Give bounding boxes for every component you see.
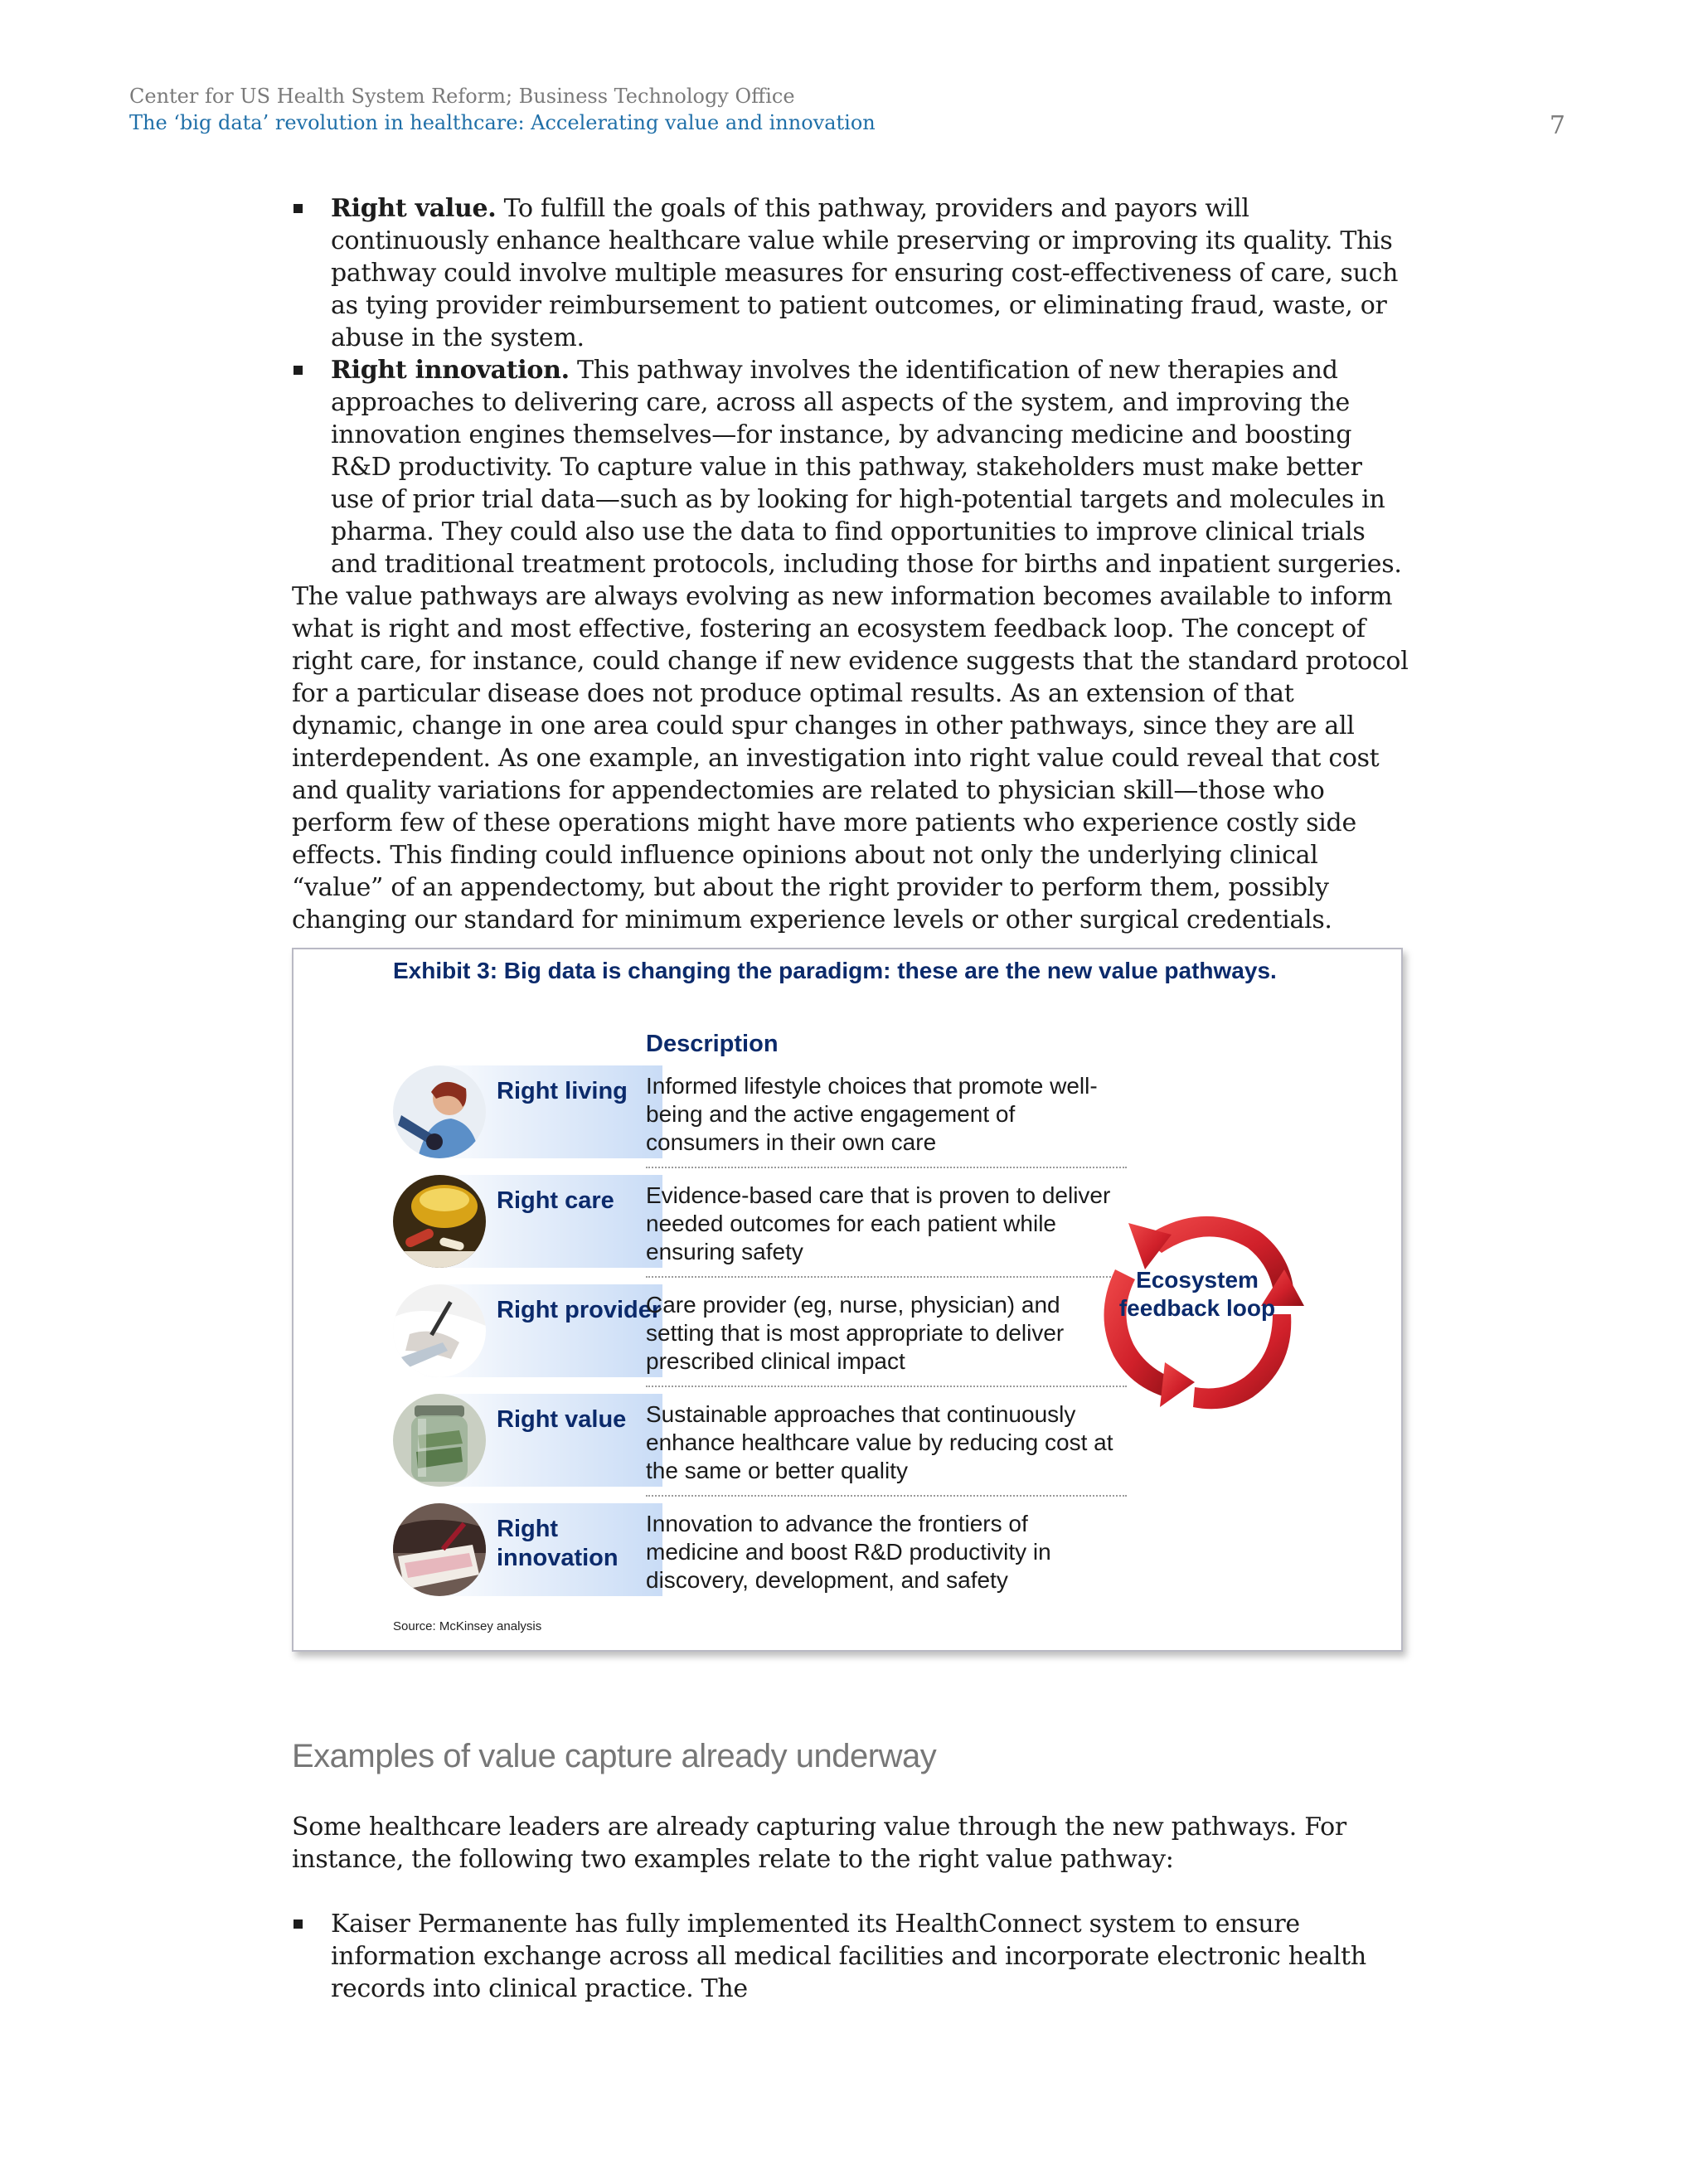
pathway-label: Right value [497,1406,627,1433]
pathway-description: Innovation to advance the frontiers of medicine and boost R&D productivity in discovery, development, and safety [646,1511,1051,1593]
pathway-description: Informed lifestyle choices that promote well-being and the active engagement of consumers in their own care [646,1073,1098,1155]
pathway-row-living [393,1065,1106,1161]
bullet-lead: Right innovation. [331,356,570,385]
pathway-label: Right provider [497,1297,662,1323]
bullet-lead: Right value. [331,194,497,223]
bullet-text: To fulfill the goals of this pathway, providers and payors will continuously enhance healthcare value while preserving or improving its quality. This pathway could involve multiple measures for ensuring cost-effectiveness of care, such as tying provider reimbursement to patient outcomes, or eliminating fraud, waste, or abuse in the system. [331,194,1399,352]
pathway-label: Right innovation [497,1516,619,1571]
body-paragraph: Some healthcare leaders are already capturing value through the new pathways. For instance, the following two examples relate to the right value pathway: [292,1813,1346,1874]
pathway-row-care [393,1175,1111,1270]
row-divider [646,1276,1127,1278]
bullet-right-innovation [292,354,1411,580]
lab-research-photo-icon [393,1503,486,1596]
exhibit-source: Source: McKinsey analysis [393,1619,542,1633]
pathway-row-provider [393,1284,1106,1380]
pathway-description: Sustainable approaches that continuously enhance healthcare value by reducing cost at the same or better quality [646,1401,1113,1483]
pathway-description: Care provider (eg, nurse, physician) and setting that is most appropriate to deliver prescribed clinical impact [646,1292,1065,1374]
bullet-text: This pathway involves the identification of new therapies and approaches to delivering care, across all aspects of the system, and improving the innovation engines themselves—for instance, by advancing medicine and boosting R&D productivity. To capture value in this pathway, stakeholders must make better use of prior trial data—such as by looking for high-potential targets and molecules in pharma. They could also use the data to find opportunities to improve clinical trials and traditional treatment protocols, including those for births and inpatient surgeries. [331,356,1402,579]
pill-bottle-photo-icon [393,1175,486,1268]
row-divider [646,1495,1127,1497]
pathway-description: Evidence-based care that is proven to deliver needed outcomes for each patient while ensuring safety [646,1182,1111,1264]
money-jar-photo-icon [393,1394,486,1487]
ecosystem-feedback-loop [1085,1190,1309,1422]
row-divider [646,1167,1127,1168]
bullet-square-icon [294,366,303,375]
exhibit-title: Exhibit 3: Big data is changing the paradigm: these are the new value pathways. [393,958,1277,983]
body-paragraph: The value pathways are always evolving as new information becomes available to inform what is right and most effective, fostering an ecosystem feedback loop. The concept of right care, for instance, could change if new evidence suggests that the standard protocol for a particular disease does not produce optimal results. As an extension of that dynamic, change in one area could spur changes in other pathways, since they are all interdependent. As one example, an investigation into right value could reveal that cost and quality variations for appendectomies are related to physician skill—those who perform few of these operations might have more patients who experience costly side effects. This finding could influence opinions about not only the underlying clinical “value” of an appendectomy, but about the right provider to perform them, possibly changing our standard for minimum experience levels or other surgical credentials. [292,582,1409,934]
woman-blood-pressure-photo-icon [393,1065,486,1158]
doctor-writing-photo-icon [393,1284,486,1377]
row-divider [646,1386,1127,1387]
pathway-label: Right care [497,1187,614,1214]
exhibit-figure [292,948,1403,1652]
bullet-right-value [292,192,1411,354]
section-heading: Examples of value capture already underway [292,1738,937,1774]
pathway-row-innovation [393,1503,1106,1599]
description-header: Description [646,1031,779,1057]
bullet-kaiser [292,1908,1411,2005]
pathway-row-value [393,1394,1113,1489]
loop-label: Ecosystem feedback loop [1118,1267,1276,1321]
header-report-title: The ‘big data’ revolution in healthcare: Accelerating value and innovation [129,111,876,134]
bullet-text: Kaiser Permanente has fully implemented its HealthConnect system to ensure information exchange across all medical facilities and incorporate electronic health records into clinical practice. The [331,1910,1366,2003]
header-report-series: Center for US Health System Reform; Business Technology Office [129,85,795,108]
pathway-label: Right living [497,1078,628,1104]
bullet-square-icon [294,1919,303,1929]
bullet-square-icon [294,204,303,213]
page-number: 7 [1549,111,1565,140]
